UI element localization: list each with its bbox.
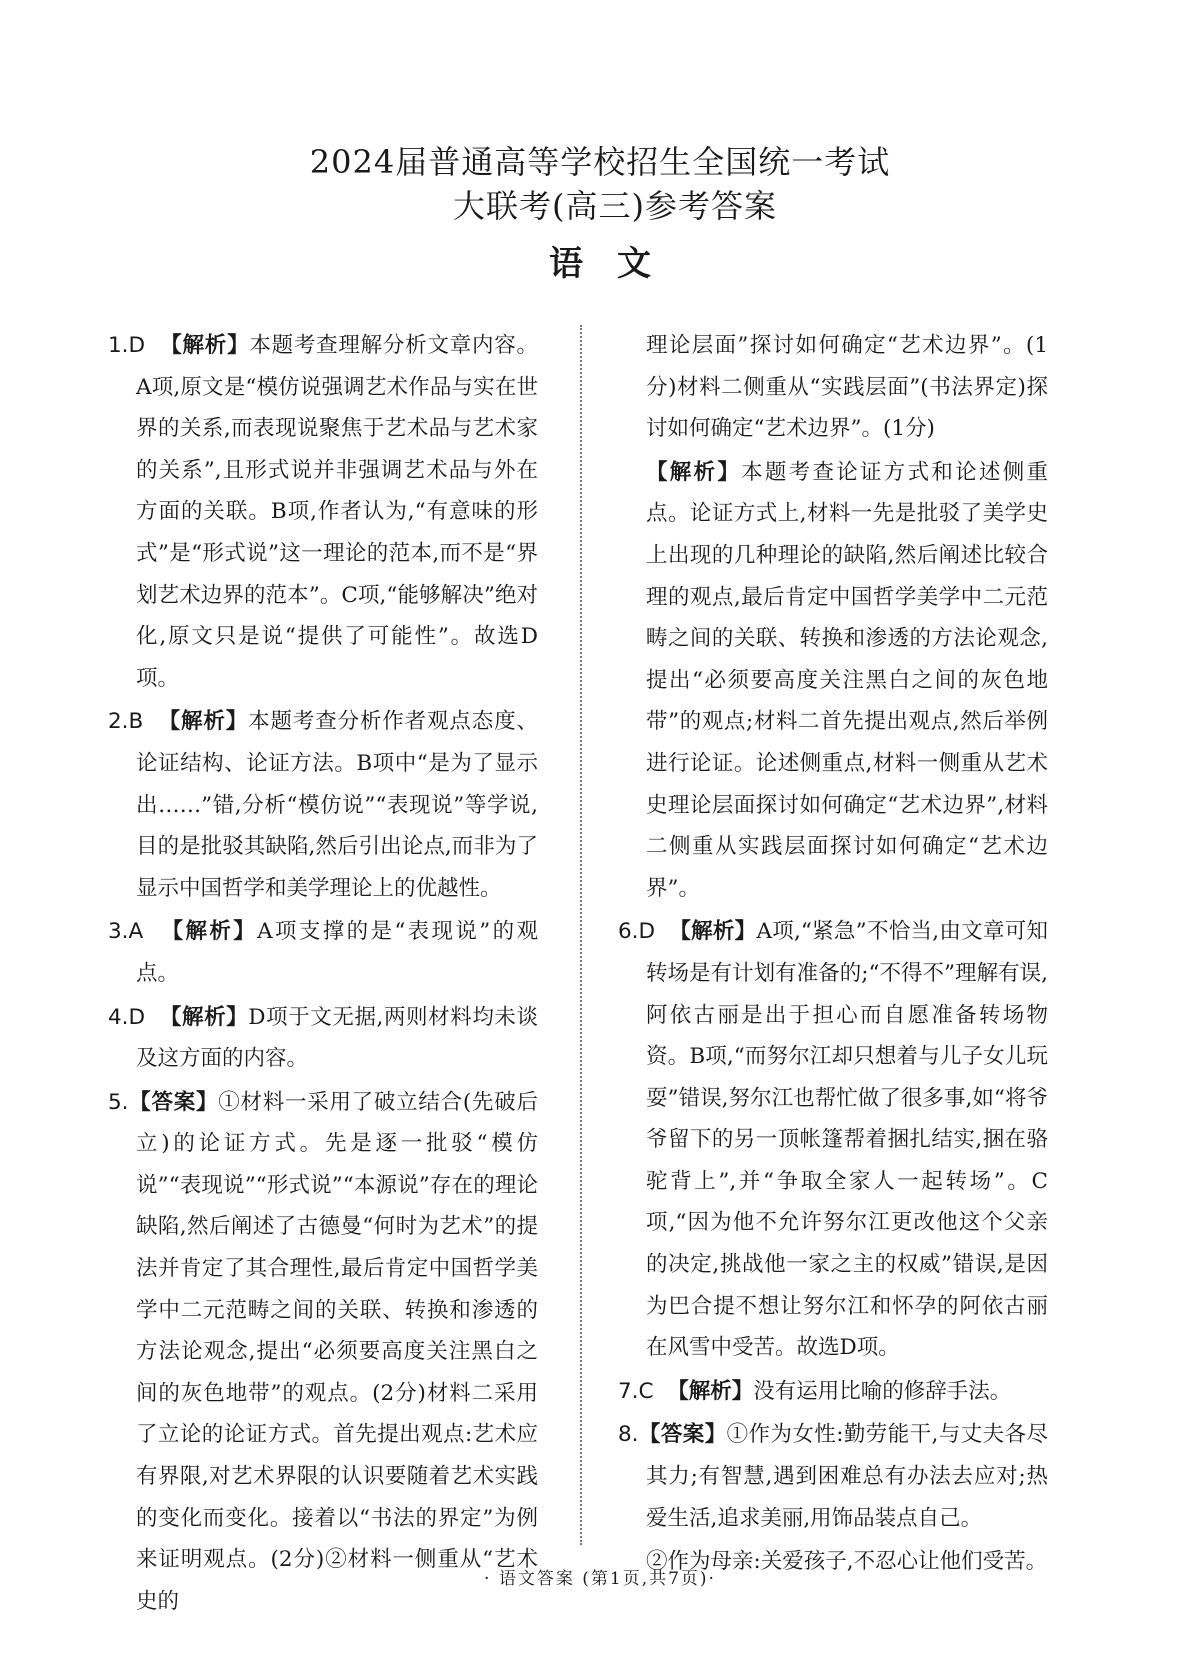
answer-text: ②作为母亲:关爱孩子,不忍心让他们受苦。 — [646, 1549, 1048, 1575]
analysis-tag: 【解析】 — [160, 333, 250, 358]
analysis-tag: 【解析】 — [669, 919, 757, 945]
answer-item-8 — [618, 1414, 1048, 1539]
question-number: 3.A — [108, 919, 144, 945]
answer-item-5-continued — [618, 325, 1048, 450]
question-number: 4.D — [108, 1004, 146, 1030]
answer-text: 本题考查分析作者观点态度、论证结构、论证方法。B项中“是为了显示出……”错,分析“模仿说”“表现说”等学说,目的是批驳其缺陷,然后引出论点,而非为了显示中国哲学和美学理论上的优越性。 — [136, 709, 538, 901]
answer-item-3 — [108, 911, 538, 994]
answer-key-title: 大联考(高三)参考答案 — [453, 187, 777, 225]
answer-text: A项,“紧急”不恰当,由文章可知转场是有计划有准备的;“不得不”理解有误,阿依古丽是出于担心而自愿准备转场物资。B项,“而努尔江却只想着与儿子女儿玩耍”错误,努尔江也帮忙做了很多事,如“将爷爷留下的另一顶帐篷帮着捆扎结实,捆在骆驼背上”,并“争取全家人一起转场”。C项,“因为他不允许努尔江更改他这个父亲的决定,挑战他一家之主的权威”错误,是因为巴合提不想让努尔江和怀孕的阿依古丽在风雪中受苦。故选D项。 — [646, 919, 1048, 1361]
question-number: 7.C — [618, 1378, 654, 1404]
exam-title: 2024届普通高等学校招生全国统一考试 — [309, 143, 891, 181]
answer-item-6 — [618, 911, 1048, 1369]
answer-text: 没有运用比喻的修辞手法。 — [753, 1378, 1012, 1404]
subject-title: 语文 — [549, 244, 685, 284]
question-number: 6.D — [618, 919, 656, 945]
answer-tag: 【答案】 — [638, 1422, 727, 1448]
page-footer: · 语文答案 (第1页,共7页)· — [484, 1569, 716, 1589]
question-number: 1.D — [108, 333, 146, 358]
answer-item-7 — [618, 1371, 1048, 1413]
answer-item-5-analysis — [618, 452, 1048, 910]
answer-text: A项支撑的是“表现说”的观点。 — [136, 919, 538, 986]
answer-item-1 — [108, 325, 538, 699]
analysis-tag: 【解析】 — [646, 459, 742, 485]
right-column — [618, 325, 1048, 1585]
analysis-tag: 【解析】 — [161, 919, 258, 945]
column-divider — [580, 325, 582, 1545]
answer-tag: 【答案】 — [128, 1089, 219, 1115]
document-header — [0, 140, 1200, 288]
analysis-tag: 【解析】 — [158, 709, 249, 735]
analysis-tag: 【解析】 — [159, 1004, 249, 1030]
question-number: 5. — [108, 1089, 129, 1115]
answer-text: ①材料一采用了破立结合(先破后立)的论证方式。先是逐一批驳“模仿说”“表现说”“形式说”“本源说”存在的理论缺陷,然后阐述了古德曼“何时为艺术”的提法并肯定了其合理性,最后肯定中国哲学美学中二元范畴之间的关联、转换和渗透的方法论观念,提出“必须要高度关注黑白之间的灰色地带”的观点。(2分)材料二采用了立论的论证方式。首先提出观点:艺术应有界限,对艺术界限的认识要随着艺术实践的变化而变化。接着以“书法的界定”为例来证明观点。(2分)②材料一侧重从“艺术史的 — [136, 1089, 538, 1614]
question-number: 2.B — [108, 709, 144, 735]
answer-item-4 — [108, 997, 538, 1080]
answer-text: ①作为女性:勤劳能干,与丈夫各尽其力;有智慧,遇到困难总有办法去应对;热爱生活,追求美丽,用饰品装点自己。 — [646, 1422, 1048, 1531]
answer-item-2 — [108, 701, 538, 909]
analysis-tag: 【解析】 — [667, 1378, 754, 1404]
answer-text: 理论层面”探讨如何确定“艺术边界”。(1分)材料二侧重从“实践层面”(书法界定)探讨如何确定“艺术边界”。(1分) — [646, 333, 1048, 442]
answer-text: 本题考查理解分析文章内容。A项,原文是“模仿说强调艺术作品与实在世界的关系,而表现说聚焦于艺术品与艺术家的关系”,且形式说并非强调艺术品与外在方面的关联。B项,作者认为,“有意味的形式”是“形式说”这一理论的范本,而不是“界划艺术边界的范本”。C项,“能够解决”绝对化,原文只是说“提供了可能性”。故选D项。 — [136, 333, 538, 691]
answer-item-5 — [108, 1082, 538, 1623]
answer-text: D项于文无据,两则材料均未谈及这方面的内容。 — [136, 1004, 538, 1072]
question-number: 8. — [618, 1422, 639, 1448]
answer-text: 本题考查论证方式和论述侧重点。论证方式上,材料一先是批驳了美学史上出现的几种理论的缺陷,然后阐述比较合理的观点,最后肯定中国哲学美学中二元范畴之间的关联、转换和渗透的方法论观念,提出“必须要高度关注黑白之间的灰色地带”的观点;材料二首先提出观点,然后举例进行论证。论述侧重点,材料一侧重从艺术史理论层面探讨如何确定“艺术边界”,材料二侧重从实践层面探讨如何确定“艺术边界”。 — [646, 459, 1048, 901]
left-column — [108, 325, 538, 1624]
